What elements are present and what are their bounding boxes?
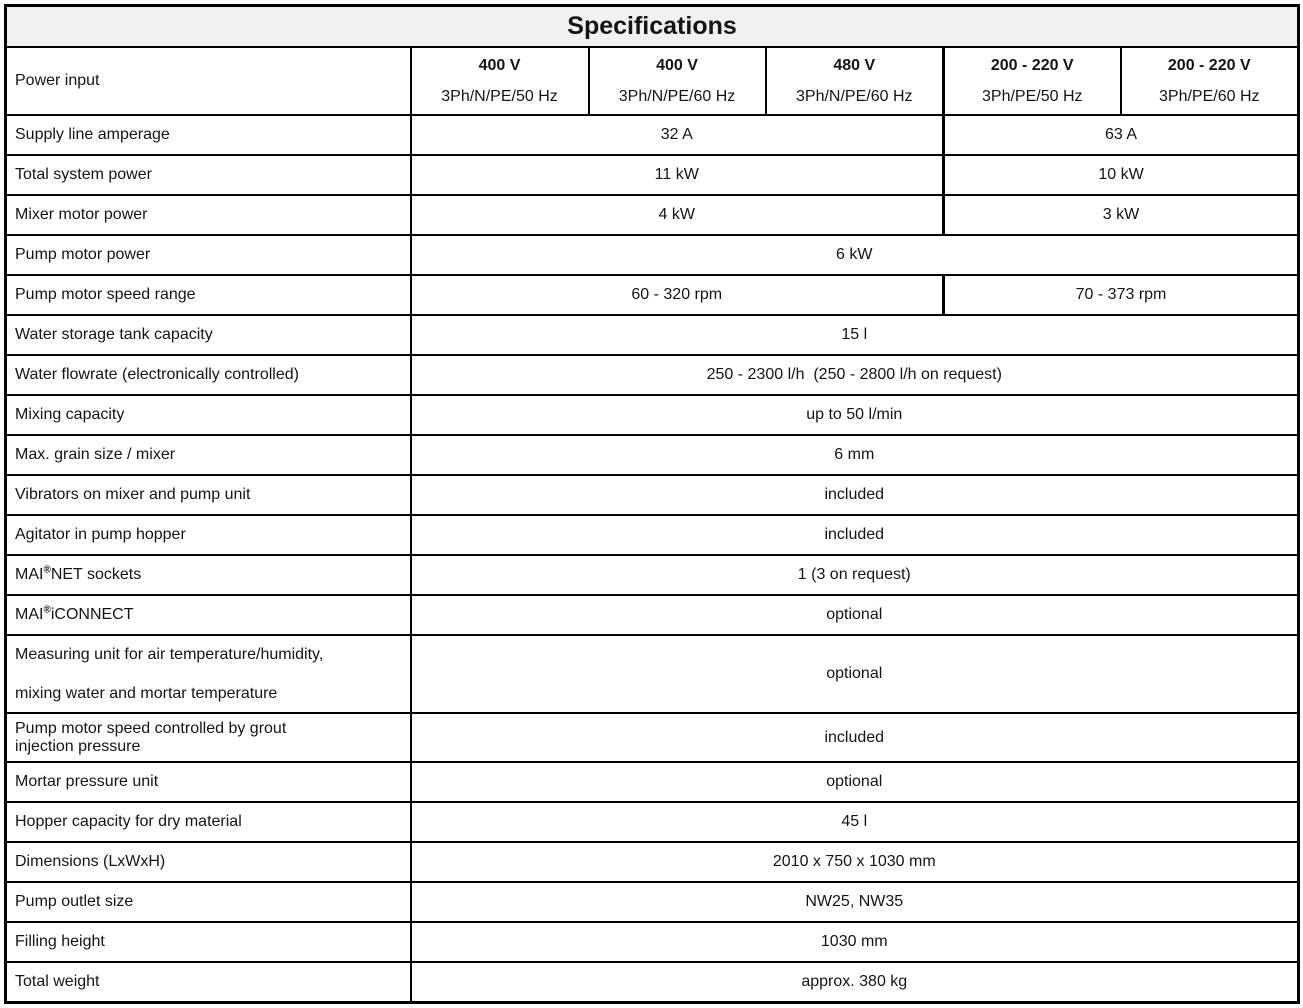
value-cell: included (411, 713, 1299, 762)
row-label (6, 555, 411, 595)
voltage-value: 400 V (656, 56, 698, 74)
power-column-4 (944, 47, 1121, 115)
row-label: Total weight (6, 962, 411, 1002)
row-max-grain-size (6, 435, 1299, 475)
label-text: NET sockets (50, 566, 142, 583)
row-label: Total system power (6, 155, 411, 195)
label-line-1: Pump motor speed controlled by grout (15, 719, 287, 737)
row-mixer-motor-power (6, 195, 1299, 235)
row-dimensions (6, 842, 1299, 882)
row-label: Mortar pressure unit (6, 762, 411, 802)
label-text: MAI (15, 566, 44, 583)
voltage-value: 200 - 220 V (990, 56, 1074, 74)
row-label: Dimensions (LxWxH) (6, 842, 411, 882)
row-hopper-capacity (6, 802, 1299, 842)
specifications-table (4, 4, 1300, 1004)
row-label (6, 713, 411, 762)
row-label: Vibrators on mixer and pump unit (6, 475, 411, 515)
value-cell: 1 (3 on request) (411, 555, 1299, 595)
voltage-value: 480 V (833, 56, 876, 74)
registered-trademark-symbol: ® (43, 564, 51, 576)
row-label-power-input: Power input (6, 47, 411, 115)
value-cell: 3 kW (944, 195, 1299, 235)
value-cell: 70 - 373 rpm (944, 275, 1299, 315)
label-line-2: mixing water and mortar temperature (15, 684, 278, 702)
row-label: Filling height (6, 922, 411, 962)
value-cell: included (411, 475, 1299, 515)
voltage-value: 200 - 220 V (1167, 56, 1251, 74)
row-label: Mixing capacity (6, 395, 411, 435)
row-total-system-power (6, 155, 1299, 195)
row-label: Pump outlet size (6, 882, 411, 922)
row-mortar-pressure-unit (6, 762, 1299, 802)
row-water-storage-tank-capacity (6, 315, 1299, 355)
label-text: MAI (15, 606, 44, 623)
row-label: Water storage tank capacity (6, 315, 411, 355)
row-supply-line-amperage (6, 115, 1299, 155)
label-line-1: Measuring unit for air temperature/humidity, (15, 645, 324, 663)
row-label: Water flowrate (electronically controlled) (6, 355, 411, 395)
value-cell: up to 50 l/min (411, 395, 1299, 435)
value-cell: optional (411, 762, 1299, 802)
row-total-weight (6, 962, 1299, 1002)
row-pump-speed-grout-control (6, 713, 1299, 762)
value-cell: 1030 mm (411, 922, 1299, 962)
row-pump-motor-speed-range (6, 275, 1299, 315)
voltage-value: 400 V (478, 56, 521, 74)
value-cell: 2010 x 750 x 1030 mm (411, 842, 1299, 882)
row-label (6, 635, 411, 713)
value-cell: 60 - 320 rpm (411, 275, 944, 315)
value-cell: 250 - 2300 l/h (250 - 2800 l/h on request) (411, 355, 1299, 395)
row-vibrators (6, 475, 1299, 515)
value-cell: 4 kW (411, 195, 944, 235)
value-cell: NW25, NW35 (411, 882, 1299, 922)
row-pump-motor-power (6, 235, 1299, 275)
value-cell: 11 kW (411, 155, 944, 195)
value-cell: 10 kW (944, 155, 1299, 195)
row-label (6, 595, 411, 635)
value-cell: 32 A (411, 115, 944, 155)
row-pump-outlet-size (6, 882, 1299, 922)
row-measuring-unit (6, 635, 1299, 713)
value-cell: optional (411, 635, 1299, 713)
row-label: Mixer motor power (6, 195, 411, 235)
phase-value: 3Ph/N/PE/50 Hz (441, 87, 558, 105)
value-cell: included (411, 515, 1299, 555)
row-label: Pump motor speed range (6, 275, 411, 315)
value-cell: 45 l (411, 802, 1299, 842)
value-cell: optional (411, 595, 1299, 635)
value-cell: 15 l (411, 315, 1299, 355)
row-label: Pump motor power (6, 235, 411, 275)
title-row (6, 6, 1299, 48)
row-label: Hopper capacity for dry material (6, 802, 411, 842)
power-column-1 (411, 47, 589, 115)
value-cell: 63 A (944, 115, 1299, 155)
row-mai-net-sockets (6, 555, 1299, 595)
power-column-3 (766, 47, 944, 115)
row-label: Supply line amperage (6, 115, 411, 155)
value-cell: 6 kW (411, 235, 1299, 275)
power-column-2 (589, 47, 766, 115)
row-power-input (6, 47, 1299, 115)
registered-trademark-symbol: ® (43, 604, 51, 616)
label-text: iCONNECT (50, 606, 134, 623)
power-column-5 (1121, 47, 1299, 115)
label-line-2: injection pressure (15, 737, 141, 755)
row-agitator (6, 515, 1299, 555)
table-title: Specifications (6, 6, 1299, 48)
value-cell: 6 mm (411, 435, 1299, 475)
row-label: Max. grain size / mixer (6, 435, 411, 475)
phase-value: 3Ph/PE/50 Hz (982, 87, 1083, 105)
value-cell: approx. 380 kg (411, 962, 1299, 1002)
row-label: Agitator in pump hopper (6, 515, 411, 555)
row-filling-height (6, 922, 1299, 962)
phase-value: 3Ph/N/PE/60 Hz (796, 87, 913, 105)
phase-value: 3Ph/PE/60 Hz (1159, 87, 1260, 105)
phase-value: 3Ph/N/PE/60 Hz (618, 87, 736, 105)
row-mai-iconnect (6, 595, 1299, 635)
row-mixing-capacity (6, 395, 1299, 435)
row-water-flowrate (6, 355, 1299, 395)
